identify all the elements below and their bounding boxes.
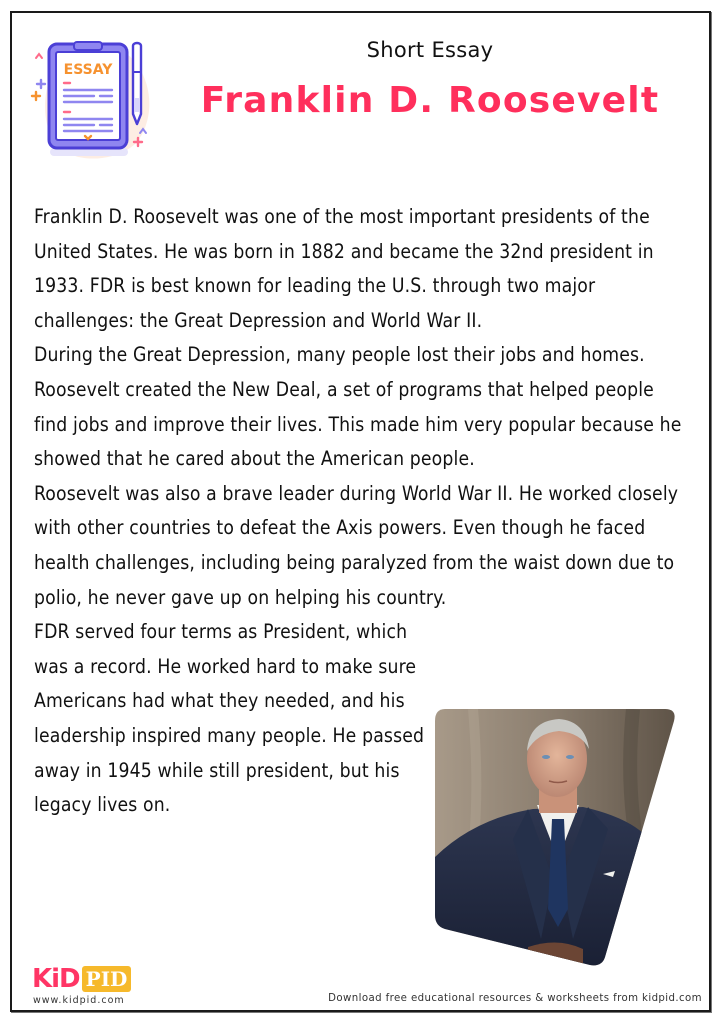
page-title: Franklin D. Roosevelt xyxy=(200,80,660,121)
essay-type-label: Short Essay xyxy=(366,38,494,62)
logo-url[interactable]: www.kidpid.com xyxy=(33,995,125,1006)
download-note: Download free educational resources & worksheets from kidpid.com xyxy=(328,993,702,1004)
essay-clipboard-icon xyxy=(30,36,160,166)
essay-paragraph-1: Franklin D. Roosevelt was one of the most important presidents of the United States. He was born in 1882 and became the 32nd president in 1933. FDR is best known for leading the U.S. through two major challenges: the Great Depression and World War II. xyxy=(34,205,654,332)
essay-paragraph-2: During the Great Depression, many people lost their jobs and homes. Roosevelt created the New Deal, a set of programs that helped people find jobs and improve their lives. This made him very popular because he showed that he cared about the American people. xyxy=(34,343,682,471)
essay-paragraph-3: Roosevelt was also a brave leader during World War II. He worked closely with other countries to defeat the Axis powers. Even though he faced health challenges, including being paralyzed from the waist down due to polio, he never gave up on helping his country. xyxy=(34,481,679,609)
logo-kid-text: KiD xyxy=(32,964,80,994)
logo-pid-text: PID xyxy=(82,966,132,992)
portrait-image xyxy=(433,709,677,967)
svg-text:ESSAY: ESSAY xyxy=(63,62,113,78)
kidpid-logo[interactable] xyxy=(32,964,131,1006)
essay-paragraph-4: FDR served four terms as President, which was a record. He worked hard to make sure Americans had what they needed, and his leadership inspired many people. He passed away in 1945 while still president, but his legacy lives on. xyxy=(34,620,425,817)
